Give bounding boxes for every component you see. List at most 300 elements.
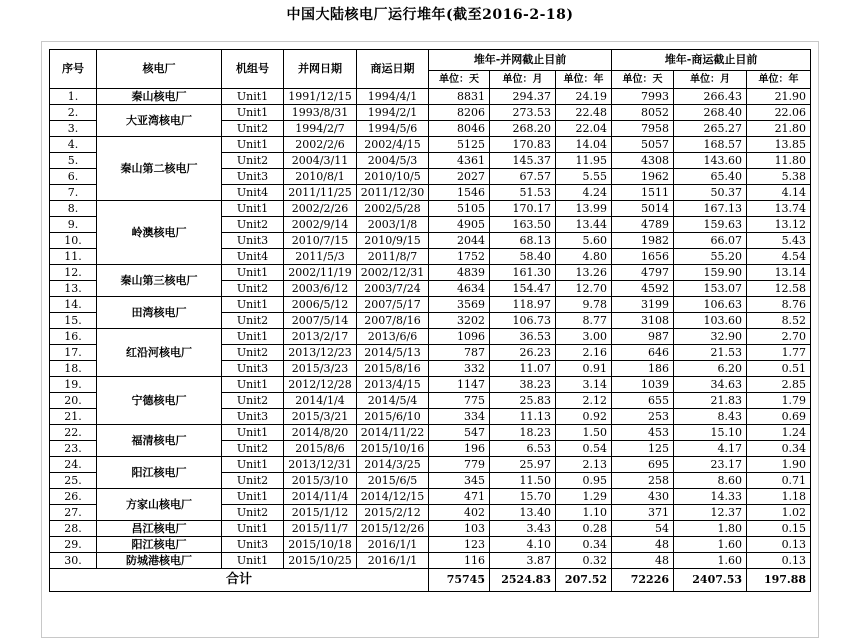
- row-number: 11.: [50, 249, 97, 265]
- grid-years: 1.50: [556, 425, 612, 441]
- grid-years: 9.78: [556, 297, 612, 313]
- grid-months: 170.83: [490, 137, 556, 153]
- grid-months: 67.57: [490, 169, 556, 185]
- grid-days: 547: [429, 425, 490, 441]
- comm-months: 153.07: [674, 281, 747, 297]
- comm-days: 987: [612, 329, 674, 345]
- grid-years: 12.70: [556, 281, 612, 297]
- table-row: [50, 521, 811, 537]
- comm-months: 268.40: [674, 105, 747, 121]
- unit-id: Unit2: [222, 217, 284, 233]
- grid-days: 4905: [429, 217, 490, 233]
- grid-days: 775: [429, 393, 490, 409]
- table-row: [50, 329, 811, 345]
- row-number: 25.: [50, 473, 97, 489]
- grid-months: 145.37: [490, 153, 556, 169]
- row-number: 3.: [50, 121, 97, 137]
- total-comm-days: 72226: [612, 569, 674, 592]
- commercial-date: 2015/2/12: [357, 505, 429, 521]
- comm-months: 14.33: [674, 489, 747, 505]
- plant-name: 防城港核电厂: [97, 553, 222, 569]
- grid-days: 1096: [429, 329, 490, 345]
- grid-days: 779: [429, 457, 490, 473]
- plant-name: 阳江核电厂: [97, 537, 222, 553]
- unit-id: Unit1: [222, 377, 284, 393]
- grid-years: 13.99: [556, 201, 612, 217]
- grid-date: 2014/11/4: [284, 489, 357, 505]
- comm-months: 8.60: [674, 473, 747, 489]
- row-number: 12.: [50, 265, 97, 281]
- grid-days: 1546: [429, 185, 490, 201]
- header-grid-date: 并网日期: [284, 50, 357, 89]
- plant-name: 秦山第二核电厂: [97, 137, 222, 201]
- comm-months: 103.60: [674, 313, 747, 329]
- comm-days: 54: [612, 521, 674, 537]
- grid-months: 13.40: [490, 505, 556, 521]
- comm-months: 6.20: [674, 361, 747, 377]
- row-number: 26.: [50, 489, 97, 505]
- plant-name: 方家山核电厂: [97, 489, 222, 521]
- comm-years: 22.06: [747, 105, 811, 121]
- grid-years: 3.00: [556, 329, 612, 345]
- comm-years: 12.58: [747, 281, 811, 297]
- plant-name: 福清核电厂: [97, 425, 222, 457]
- row-number: 7.: [50, 185, 97, 201]
- commercial-date: 2014/11/22: [357, 425, 429, 441]
- comm-months: 168.57: [674, 137, 747, 153]
- grid-days: 8831: [429, 89, 490, 105]
- grid-months: 11.07: [490, 361, 556, 377]
- comm-days: 4308: [612, 153, 674, 169]
- grid-date: 2015/8/6: [284, 441, 357, 457]
- commercial-date: 2003/1/8: [357, 217, 429, 233]
- plant-name: 昌江核电厂: [97, 521, 222, 537]
- unit-id: Unit2: [222, 345, 284, 361]
- grid-days: 2027: [429, 169, 490, 185]
- unit-id: Unit1: [222, 425, 284, 441]
- comm-months: 55.20: [674, 249, 747, 265]
- comm-days: 5014: [612, 201, 674, 217]
- grid-months: 273.53: [490, 105, 556, 121]
- comm-days: 655: [612, 393, 674, 409]
- comm-months: 265.27: [674, 121, 747, 137]
- grid-date: 2015/1/12: [284, 505, 357, 521]
- comm-months: 1.60: [674, 537, 747, 553]
- grid-date: 2010/7/15: [284, 233, 357, 249]
- unit-id: Unit1: [222, 89, 284, 105]
- grid-date: 2002/2/6: [284, 137, 357, 153]
- grid-days: 103: [429, 521, 490, 537]
- table-row: [50, 265, 811, 281]
- grid-date: 2013/2/17: [284, 329, 357, 345]
- grid-date: 2010/8/1: [284, 169, 357, 185]
- comm-years: 8.52: [747, 313, 811, 329]
- comm-days: 1962: [612, 169, 674, 185]
- grid-months: 18.23: [490, 425, 556, 441]
- row-number: 1.: [50, 89, 97, 105]
- commercial-date: 2004/5/3: [357, 153, 429, 169]
- grid-years: 2.16: [556, 345, 612, 361]
- row-number: 6.: [50, 169, 97, 185]
- grid-date: 1991/12/15: [284, 89, 357, 105]
- comm-months: 50.37: [674, 185, 747, 201]
- commercial-date: 2015/8/16: [357, 361, 429, 377]
- grid-days: 787: [429, 345, 490, 361]
- commercial-date: 1994/2/1: [357, 105, 429, 121]
- plant-name: 阳江核电厂: [97, 457, 222, 489]
- total-comm-months: 2407.53: [674, 569, 747, 592]
- unit-id: Unit2: [222, 313, 284, 329]
- comm-years: 1.02: [747, 505, 811, 521]
- table-row: [50, 105, 811, 121]
- table-row: [50, 489, 811, 505]
- grid-date: 2015/10/18: [284, 537, 357, 553]
- row-number: 4.: [50, 137, 97, 153]
- row-number: 17.: [50, 345, 97, 361]
- comm-days: 8052: [612, 105, 674, 121]
- comm-years: 0.13: [747, 553, 811, 569]
- commercial-date: 2010/9/15: [357, 233, 429, 249]
- grid-days: 332: [429, 361, 490, 377]
- row-number: 22.: [50, 425, 97, 441]
- row-number: 5.: [50, 153, 97, 169]
- comm-days: 4797: [612, 265, 674, 281]
- grid-days: 345: [429, 473, 490, 489]
- comm-days: 371: [612, 505, 674, 521]
- plant-name: 岭澳核电厂: [97, 201, 222, 265]
- row-number: 9.: [50, 217, 97, 233]
- grid-days: 4361: [429, 153, 490, 169]
- plant-name: 秦山第三核电厂: [97, 265, 222, 297]
- grid-years: 2.12: [556, 393, 612, 409]
- comm-months: 66.07: [674, 233, 747, 249]
- row-number: 21.: [50, 409, 97, 425]
- unit-id: Unit4: [222, 185, 284, 201]
- commercial-date: 2016/1/1: [357, 553, 429, 569]
- header-group-commercial: 堆年-商运截止目前: [612, 50, 811, 71]
- comm-years: 1.79: [747, 393, 811, 409]
- comm-days: 125: [612, 441, 674, 457]
- header-unit-month: 单位：月: [490, 71, 556, 89]
- unit-id: Unit3: [222, 233, 284, 249]
- comm-months: 23.17: [674, 457, 747, 473]
- table-row: [50, 297, 811, 313]
- comm-years: 2.85: [747, 377, 811, 393]
- grid-years: 1.10: [556, 505, 612, 521]
- unit-id: Unit1: [222, 457, 284, 473]
- grid-days: 196: [429, 441, 490, 457]
- grid-months: 3.87: [490, 553, 556, 569]
- comm-months: 21.83: [674, 393, 747, 409]
- grid-date: 2003/6/12: [284, 281, 357, 297]
- unit-id: Unit3: [222, 361, 284, 377]
- unit-id: Unit1: [222, 265, 284, 281]
- comm-days: 3108: [612, 313, 674, 329]
- grid-months: 11.13: [490, 409, 556, 425]
- grid-days: 3569: [429, 297, 490, 313]
- grid-months: 170.17: [490, 201, 556, 217]
- grid-date: 2002/2/26: [284, 201, 357, 217]
- commercial-date: 2013/4/15: [357, 377, 429, 393]
- table-row: [50, 425, 811, 441]
- comm-days: 253: [612, 409, 674, 425]
- grid-years: 24.19: [556, 89, 612, 105]
- commercial-date: 2011/8/7: [357, 249, 429, 265]
- grid-years: 0.91: [556, 361, 612, 377]
- comm-months: 15.10: [674, 425, 747, 441]
- grid-date: 2015/3/23: [284, 361, 357, 377]
- header-unit-year: 单位：年: [747, 71, 811, 89]
- row-number: 2.: [50, 105, 97, 121]
- comm-days: 695: [612, 457, 674, 473]
- comm-days: 430: [612, 489, 674, 505]
- grid-date: 2014/1/4: [284, 393, 357, 409]
- total-grid-months: 2524.83: [490, 569, 556, 592]
- plant-name: 秦山核电厂: [97, 89, 222, 105]
- comm-years: 13.74: [747, 201, 811, 217]
- grid-months: 26.23: [490, 345, 556, 361]
- grid-months: 11.50: [490, 473, 556, 489]
- grid-months: 294.37: [490, 89, 556, 105]
- grid-months: 106.73: [490, 313, 556, 329]
- comm-years: 0.15: [747, 521, 811, 537]
- grid-date: 1994/2/7: [284, 121, 357, 137]
- unit-id: Unit1: [222, 553, 284, 569]
- total-grid-days: 75745: [429, 569, 490, 592]
- grid-years: 0.92: [556, 409, 612, 425]
- header-group-grid: 堆年-并网截止目前: [429, 50, 612, 71]
- grid-years: 22.04: [556, 121, 612, 137]
- grid-days: 116: [429, 553, 490, 569]
- grid-date: 2015/3/10: [284, 473, 357, 489]
- unit-id: Unit2: [222, 473, 284, 489]
- grid-years: 11.95: [556, 153, 612, 169]
- unit-id: Unit1: [222, 329, 284, 345]
- row-number: 18.: [50, 361, 97, 377]
- grid-years: 14.04: [556, 137, 612, 153]
- unit-id: Unit1: [222, 201, 284, 217]
- grid-months: 3.43: [490, 521, 556, 537]
- grid-months: 163.50: [490, 217, 556, 233]
- grid-months: 38.23: [490, 377, 556, 393]
- commercial-date: 2015/6/10: [357, 409, 429, 425]
- commercial-date: 2010/10/5: [357, 169, 429, 185]
- grid-days: 402: [429, 505, 490, 521]
- comm-days: 48: [612, 553, 674, 569]
- table-row: [50, 553, 811, 569]
- grid-days: 4839: [429, 265, 490, 281]
- row-number: 16.: [50, 329, 97, 345]
- table-row: [50, 89, 811, 105]
- commercial-date: 1994/5/6: [357, 121, 429, 137]
- unit-id: Unit1: [222, 297, 284, 313]
- comm-days: 646: [612, 345, 674, 361]
- comm-months: 159.63: [674, 217, 747, 233]
- grid-years: 1.29: [556, 489, 612, 505]
- commercial-date: 2014/5/13: [357, 345, 429, 361]
- grid-date: 2015/10/25: [284, 553, 357, 569]
- unit-id: Unit2: [222, 121, 284, 137]
- grid-years: 2.13: [556, 457, 612, 473]
- unit-id: Unit2: [222, 153, 284, 169]
- comm-years: 4.54: [747, 249, 811, 265]
- grid-years: 13.44: [556, 217, 612, 233]
- grid-years: 13.26: [556, 265, 612, 281]
- row-number: 8.: [50, 201, 97, 217]
- table-row: [50, 137, 811, 153]
- row-number: 23.: [50, 441, 97, 457]
- plant-name: 红沿河核电厂: [97, 329, 222, 377]
- unit-id: Unit1: [222, 521, 284, 537]
- commercial-date: 2002/4/15: [357, 137, 429, 153]
- comm-days: 453: [612, 425, 674, 441]
- comm-days: 258: [612, 473, 674, 489]
- header-no: 序号: [50, 50, 97, 89]
- comm-years: 1.90: [747, 457, 811, 473]
- comm-months: 12.37: [674, 505, 747, 521]
- comm-months: 21.53: [674, 345, 747, 361]
- plant-name: 田湾核电厂: [97, 297, 222, 329]
- commercial-date: 2015/12/26: [357, 521, 429, 537]
- grid-years: 0.32: [556, 553, 612, 569]
- comm-years: 0.51: [747, 361, 811, 377]
- unit-id: Unit3: [222, 537, 284, 553]
- grid-date: 2013/12/31: [284, 457, 357, 473]
- unit-id: Unit2: [222, 505, 284, 521]
- grid-date: 2014/8/20: [284, 425, 357, 441]
- comm-months: 8.43: [674, 409, 747, 425]
- grid-years: 0.95: [556, 473, 612, 489]
- grid-days: 2044: [429, 233, 490, 249]
- row-number: 13.: [50, 281, 97, 297]
- grid-years: 8.77: [556, 313, 612, 329]
- commercial-date: 2015/10/16: [357, 441, 429, 457]
- page-title: 中国大陆核电厂运行堆年(截至2016-2-18): [286, 7, 574, 23]
- comm-years: 2.70: [747, 329, 811, 345]
- grid-years: 0.54: [556, 441, 612, 457]
- grid-years: 22.48: [556, 105, 612, 121]
- grid-days: 8046: [429, 121, 490, 137]
- grid-days: 1752: [429, 249, 490, 265]
- comm-months: 1.60: [674, 553, 747, 569]
- comm-days: 186: [612, 361, 674, 377]
- commercial-date: 2002/12/31: [357, 265, 429, 281]
- table-body: [50, 89, 811, 569]
- grid-days: 123: [429, 537, 490, 553]
- comm-months: 167.13: [674, 201, 747, 217]
- header-unit-year: 单位：年: [556, 71, 612, 89]
- table-row: [50, 377, 811, 393]
- comm-years: 21.80: [747, 121, 811, 137]
- reactor-years-table: [49, 49, 811, 592]
- row-number: 29.: [50, 537, 97, 553]
- comm-years: 11.80: [747, 153, 811, 169]
- comm-days: 4592: [612, 281, 674, 297]
- row-number: 10.: [50, 233, 97, 249]
- grid-years: 5.55: [556, 169, 612, 185]
- grid-months: 4.10: [490, 537, 556, 553]
- grid-months: 25.83: [490, 393, 556, 409]
- unit-id: Unit1: [222, 137, 284, 153]
- commercial-date: 2013/6/6: [357, 329, 429, 345]
- comm-days: 5057: [612, 137, 674, 153]
- comm-days: 1656: [612, 249, 674, 265]
- commercial-date: 2014/5/4: [357, 393, 429, 409]
- row-number: 27.: [50, 505, 97, 521]
- row-number: 14.: [50, 297, 97, 313]
- grid-months: 161.30: [490, 265, 556, 281]
- grid-date: 2011/5/3: [284, 249, 357, 265]
- grid-days: 5105: [429, 201, 490, 217]
- grid-date: 2007/5/14: [284, 313, 357, 329]
- grid-years: 3.14: [556, 377, 612, 393]
- grid-days: 334: [429, 409, 490, 425]
- unit-id: Unit2: [222, 281, 284, 297]
- row-number: 19.: [50, 377, 97, 393]
- comm-months: 4.17: [674, 441, 747, 457]
- unit-id: Unit3: [222, 409, 284, 425]
- comm-days: 1039: [612, 377, 674, 393]
- header-plant: 核电厂: [97, 50, 222, 89]
- row-number: 28.: [50, 521, 97, 537]
- total-comm-years: 197.88: [747, 569, 811, 592]
- grid-years: 4.24: [556, 185, 612, 201]
- grid-years: 4.80: [556, 249, 612, 265]
- grid-months: 268.20: [490, 121, 556, 137]
- header-unit-month: 单位：月: [674, 71, 747, 89]
- grid-months: 6.53: [490, 441, 556, 457]
- comm-months: 143.60: [674, 153, 747, 169]
- commercial-date: 2003/7/24: [357, 281, 429, 297]
- total-grid-years: 207.52: [556, 569, 612, 592]
- grid-months: 36.53: [490, 329, 556, 345]
- comm-months: 32.90: [674, 329, 747, 345]
- grid-days: 4634: [429, 281, 490, 297]
- grid-months: 25.97: [490, 457, 556, 473]
- comm-years: 5.38: [747, 169, 811, 185]
- grid-days: 5125: [429, 137, 490, 153]
- comm-years: 13.14: [747, 265, 811, 281]
- comm-months: 65.40: [674, 169, 747, 185]
- total-label: 合计: [50, 569, 429, 592]
- grid-days: 1147: [429, 377, 490, 393]
- commercial-date: 2011/12/30: [357, 185, 429, 201]
- grid-days: 3202: [429, 313, 490, 329]
- header-unit-day: 单位：天: [612, 71, 674, 89]
- commercial-date: 2014/12/15: [357, 489, 429, 505]
- comm-days: 7993: [612, 89, 674, 105]
- comm-months: 266.43: [674, 89, 747, 105]
- grid-date: 2006/5/12: [284, 297, 357, 313]
- comm-days: 4789: [612, 217, 674, 233]
- row-number: 20.: [50, 393, 97, 409]
- grid-years: 5.60: [556, 233, 612, 249]
- comm-days: 1511: [612, 185, 674, 201]
- grid-months: 58.40: [490, 249, 556, 265]
- header-unit-day: 单位：天: [429, 71, 490, 89]
- comm-years: 4.14: [747, 185, 811, 201]
- grid-date: 2015/3/21: [284, 409, 357, 425]
- comm-days: 7958: [612, 121, 674, 137]
- comm-years: 8.76: [747, 297, 811, 313]
- comm-days: 3199: [612, 297, 674, 313]
- row-number: 30.: [50, 553, 97, 569]
- unit-id: Unit3: [222, 169, 284, 185]
- comm-months: 106.63: [674, 297, 747, 313]
- grid-date: 2002/11/19: [284, 265, 357, 281]
- commercial-date: 1994/4/1: [357, 89, 429, 105]
- table-row: [50, 537, 811, 553]
